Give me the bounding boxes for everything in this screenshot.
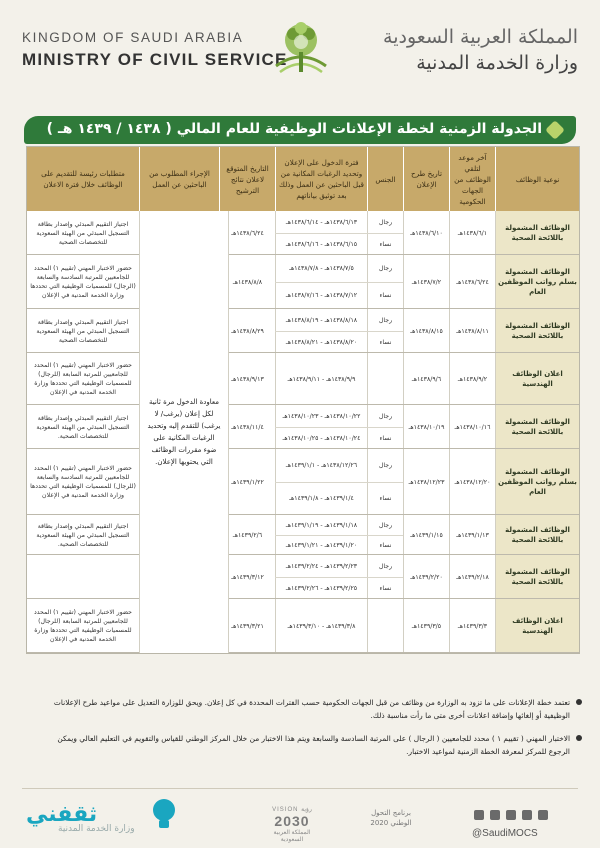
- period-cell: ١٤٣٩/١/١٨هـ - ١٤٣٩/١/١٩هـ: [275, 515, 367, 535]
- announce-date-cell: ١٤٣٨/٩/٦هـ: [403, 353, 449, 405]
- table-header-row: [27, 147, 579, 211]
- last-date-cell: ١٤٣٨/٩/٢هـ: [449, 353, 495, 405]
- gender-cell: نساء: [367, 577, 403, 599]
- gender-cell: نساء: [367, 535, 403, 555]
- category-cell: الوظائف المشمولة بسلم رواتب الموظفين العام: [495, 449, 579, 515]
- header-en-line2: MINISTRY OF CIVIL SERVICE: [22, 50, 288, 69]
- sub-divider: [275, 233, 403, 234]
- table-row: [27, 515, 579, 555]
- period-cell: ١٤٣٩/٣/٨هـ - ١٤٣٩/٣/١٠هـ: [275, 599, 367, 653]
- table-row: [27, 353, 579, 405]
- gender-cell: [367, 599, 403, 653]
- page-title: الجدولة الزمنية لخطة الإعلانات الوظيفية للعام المالي ( ١٤٣٨ / ١٤٣٩ هـ ): [46, 121, 542, 137]
- bullet-icon: [576, 699, 582, 705]
- sub-divider: [275, 427, 403, 428]
- th-action: الإجراء المطلوب من الباحثين عن العمل: [139, 147, 219, 211]
- schedule-table: [26, 146, 580, 654]
- period-cell: ١٤٣٨/١٢/٢٦هـ - ١٤٣٩/١/١هـ: [275, 449, 367, 482]
- category-cell: الوظائف المشمولة باللائحة الصحية: [495, 555, 579, 599]
- vision-year: 2030: [274, 813, 310, 829]
- period-cell: ١٤٣٨/٦/١٣هـ - ١٤٣٨/٦/١٤هـ: [275, 211, 367, 233]
- th-period: فترة الدخول على الإعلان وتحديد الرغبات المكانية من قبل الباحثين عن العمل وذلك بعد توثيق بياناتهم: [275, 147, 367, 211]
- period-cell: ١٤٣٨/٧/١٢هـ - ١٤٣٨/٧/١٦هـ: [275, 282, 367, 309]
- note-1: [40, 696, 570, 722]
- instagram-icon[interactable]: [490, 810, 500, 820]
- header-en-line1: KINGDOM OF SAUDI ARABIA: [22, 30, 244, 45]
- announce-date-cell: ١٤٣٩/٣/٥هـ: [403, 599, 449, 653]
- period-cell: ١٤٣٩/١/٢٠هـ - ١٤٣٩/١/٢١هـ: [275, 535, 367, 555]
- ministry-emblem-icon: [266, 14, 336, 80]
- period-cell: ١٤٣٨/١٠/٢٤هـ - ١٤٣٨/١٠/٢٥هـ: [275, 427, 367, 449]
- gender-cell: نساء: [367, 482, 403, 515]
- table-row: [27, 449, 579, 515]
- requirements-cell: حضور الاختبار المهني (تقييم ١) المحدد للجامعيين للمرتبة السادسة والسابعة (للرجال) للمسميات الوظيفية التي تحددها وزارة الخدمة المدنية في الإعلان: [30, 465, 136, 499]
- title-banner: [24, 116, 576, 144]
- gender-cell: [367, 353, 403, 405]
- lightbulb-icon: [144, 794, 184, 834]
- category-cell: الوظائف المشمولة بسلم رواتب الموظفين العام: [495, 255, 579, 309]
- last-date-cell: ١٤٣٩/٢/١٨هـ: [449, 555, 495, 599]
- gender-cell: نساء: [367, 427, 403, 449]
- youtube-icon[interactable]: [506, 810, 516, 820]
- requirements-cell: اجتياز التقييم المبدئي وإصدار بطاقة التسجيل المبدئي من الهيئة السعودية للتخصصات الصحية: [36, 318, 130, 344]
- row-divider: [27, 652, 579, 653]
- category-cell: الوظائف المشمولة باللائحة الصحية: [495, 211, 579, 255]
- header-ar-line1: المملكة العربية السعودية: [383, 26, 578, 48]
- sub-divider: [275, 331, 403, 332]
- banner-diamond-icon: [545, 120, 565, 140]
- table-row: [27, 405, 579, 449]
- last-date-cell: ١٤٣٨/٨/١١هـ: [449, 309, 495, 353]
- header: [0, 0, 600, 100]
- th-requirements: متطلبات رئيسة للتقديم على الوظائف خلال فترة الاعلان: [41, 169, 125, 189]
- announce-date-cell: ١٤٣٨/٦/١٠هـ: [403, 211, 449, 255]
- category-cell: الوظائف المشمولة باللائحة الصحية: [495, 405, 579, 449]
- category-cell: اعلان الوظائف الهندسية: [495, 353, 579, 405]
- gender-cell: نساء: [367, 331, 403, 353]
- last-date-cell: ١٤٣٨/١٠/١٦هـ: [449, 405, 495, 449]
- category-cell: اعلان الوظائف الهندسية: [495, 599, 579, 653]
- gender-cell: رجال: [367, 211, 403, 233]
- announce-date-cell: ١٤٣٨/٨/١٥هـ: [403, 309, 449, 353]
- gender-cell: نساء: [367, 233, 403, 255]
- results-date-cell: ١٤٣٨/١١/٤هـ: [219, 405, 275, 449]
- period-cell: ١٤٣٩/١/٤هـ - ١٤٣٩/١/٨هـ: [275, 482, 367, 515]
- announce-date-cell: ١٤٣٨/١٠/١٩هـ: [403, 405, 449, 449]
- table-row: [27, 255, 579, 309]
- note-2: [40, 732, 570, 758]
- watermark-logo: [6, 788, 146, 844]
- announce-date-cell: ١٤٣٩/٢/٢٠هـ: [403, 555, 449, 599]
- results-date-cell: ١٤٣٩/٢/٦هـ: [219, 515, 275, 555]
- period-cell: ١٤٣٨/٨/٢٠هـ - ١٤٣٨/٨/٢١هـ: [275, 331, 367, 353]
- table-row: [27, 599, 579, 653]
- twitter-icon[interactable]: [538, 810, 548, 820]
- th-category: نوعية الوظائف: [495, 147, 579, 211]
- sub-divider: [275, 482, 403, 483]
- gender-cell: رجال: [367, 255, 403, 282]
- th-results: التاريخ المتوقع لاعلان نتائج الترشيح: [219, 147, 275, 211]
- th-announce: تاريخ طرح الإعلان: [403, 147, 449, 211]
- period-cell: ١٤٣٩/٢/٢٥هـ - ١٤٣٩/٢/٢٦هـ: [275, 577, 367, 599]
- requirements-cell: حضور الاختبار المهني (تقييم ١) المحدد للجامعيين للمرتبة السادسة والسابعة (الرجال) للمسميات الوظيفية التي تحددها وزارة الخدمة المدنية في الإعلان: [30, 265, 136, 299]
- last-date-cell: ١٤٣٩/٣/٣هـ: [449, 599, 495, 653]
- announce-date-cell: ١٤٣٨/٧/٢هـ: [403, 255, 449, 309]
- vision-label: VISION رؤية: [272, 807, 312, 813]
- period-cell: ١٤٣٨/٧/٥هـ - ١٤٣٨/٧/٨هـ: [275, 255, 367, 282]
- watermark-subtext: وزارة الخدمة المدنية: [58, 824, 135, 834]
- period-cell: ١٤٣٨/١٠/٢٢هـ - ١٤٣٨/١٠/٢٣هـ: [275, 405, 367, 427]
- requirements-cell: اجتياز التقييم المبدئي وإصدار بطاقة التسجيل المبدئي من الهيئة السعودية للتخصصات الصحية.: [36, 414, 130, 440]
- category-cell: الوظائف المشمولة باللائحة الصحية: [495, 515, 579, 555]
- snapchat-icon[interactable]: [474, 810, 484, 820]
- gender-cell: رجال: [367, 449, 403, 482]
- period-cell: ١٤٣٨/٨/١٨هـ - ١٤٣٨/٨/١٩هـ: [275, 309, 367, 331]
- last-date-cell: ١٤٣٩/١/١٣هـ: [449, 515, 495, 555]
- ntp-line2: الوطني 2020: [370, 819, 412, 827]
- results-date-cell: ١٤٣٩/٣/٢١هـ: [219, 599, 275, 653]
- facebook-icon[interactable]: [522, 810, 532, 820]
- watermark-text: ثقفني: [26, 802, 98, 827]
- sub-divider: [275, 577, 403, 578]
- requirements-cell: حضور الاختبار المهني (تقييم ١) المحدد للجامعيين للمرتبة السابعة (للرجال) للمسميات الوظيفية التي تحددها وزارة الخدمة المدنية في الإعلان: [34, 609, 132, 643]
- results-date-cell: ١٤٣٨/٦/٢٤هـ: [219, 211, 275, 255]
- table-row: [27, 309, 579, 353]
- category-cell: الوظائف المشمولة باللائحة الصحية: [495, 309, 579, 353]
- ntp-line1: برنامج التحول: [371, 809, 411, 817]
- results-date-cell: ١٤٣٨/٨/٢٩هـ: [219, 309, 275, 353]
- note-2-text: الاختبار المهني ( تقييم ١ ) محدد للجامعيين ( الرجال ) على المرتبة السادسة والسابعة ويتم هذا الاختبار من خلال المركز الوطني للقياس والتقويم في التعليم العالي ويمكن الرجوع للمركز لمعرفة الخطة الزمنية لمواعيد الاختبار.: [57, 734, 570, 756]
- results-date-cell: ١٤٣٨/٨/٨هـ: [219, 255, 275, 309]
- gender-cell: رجال: [367, 515, 403, 535]
- requirements-cell: [27, 555, 139, 599]
- ntp-2020-logo: [356, 808, 426, 842]
- last-date-cell: ١٤٣٨/٦/١هـ: [449, 211, 495, 255]
- required-action-cell: معاودة الدخول مرة ثانية لكل إعلان (يرغب/ لا يرغب) للتقدم إليه وتحديد الرغبات المكانية على ضوء مقررات الوظائف التي يحتويها الإعلان.: [139, 211, 229, 653]
- note-1-text: تعتمد خطة الإعلانات على ما تزود به الوزارة من وظائف من قبل الجهات الحكومية حسب الفترات المحددة في كل إعلان. ويحق للوزارة التعديل على مواعيد طرح الإعلانات الوظيفية أو إلغائها وإضافة اعلانات أخرى متى ما رأت مناسبة ذلك.: [53, 698, 570, 720]
- announce-date-cell: ١٤٣٩/١/١٥هـ: [403, 515, 449, 555]
- sub-divider: [275, 282, 403, 283]
- results-date-cell: ١٤٣٩/١/٢٢هـ: [219, 449, 275, 515]
- bullet-icon: [576, 735, 582, 741]
- social-handle[interactable]: @SaudiMOCS: [472, 828, 538, 839]
- period-cell: ١٤٣٨/٦/١٥هـ - ١٤٣٨/٦/١٦هـ: [275, 233, 367, 255]
- table-row: [27, 555, 579, 599]
- gender-cell: رجال: [367, 405, 403, 427]
- period-cell: ١٤٣٨/٩/٩هـ - ١٤٣٨/٩/١١هـ: [275, 353, 367, 405]
- gender-cell: نساء: [367, 282, 403, 309]
- announce-date-cell: ١٤٣٨/١٢/٢٣هـ: [403, 449, 449, 515]
- last-date-cell: ١٤٣٨/٦/٢٤هـ: [449, 255, 495, 309]
- results-date-cell: ١٤٣٨/٩/١٣هـ: [219, 353, 275, 405]
- th-gender: الجنس: [367, 147, 403, 211]
- gender-cell: رجال: [367, 555, 403, 577]
- period-cell: ١٤٣٩/٢/٢٣هـ - ١٤٣٩/٢/٢٤هـ: [275, 555, 367, 577]
- vision-2030-logo: [264, 806, 320, 842]
- vision-sub: المملكة العربية السعودية: [273, 830, 311, 843]
- table-row: [27, 211, 579, 255]
- gender-cell: رجال: [367, 309, 403, 331]
- requirements-cell: اجتياز التقييم المبدئي وإصدار بطاقة التسجيل المبدئي من الهيئة السعودية للتخصصات الصحية: [36, 220, 130, 246]
- sub-divider: [275, 535, 403, 536]
- requirements-cell: اجتياز التقييم المبدئي وإصدار بطاقة التسجيل المبدئي من الهيئة السعودية للتخصصات الصحية.: [36, 522, 130, 548]
- last-date-cell: ١٤٣٨/١٢/٢٠هـ: [449, 449, 495, 515]
- header-ar-line2: وزارة الخدمة المدنية: [416, 52, 578, 74]
- results-date-cell: ١٤٣٩/٣/١٢هـ: [219, 555, 275, 599]
- requirements-cell: حضور الاختبار المهني (تقييم ١) المحدد للجامعيين للمرتبة السابعة (للرجال) للمسميات الوظيفية التي تحددها وزارة الخدمة المدنية في الإعلان: [34, 362, 132, 396]
- th-last-date: آخر موعد لتلقي الوظائف من الجهات الحكومية: [449, 147, 495, 211]
